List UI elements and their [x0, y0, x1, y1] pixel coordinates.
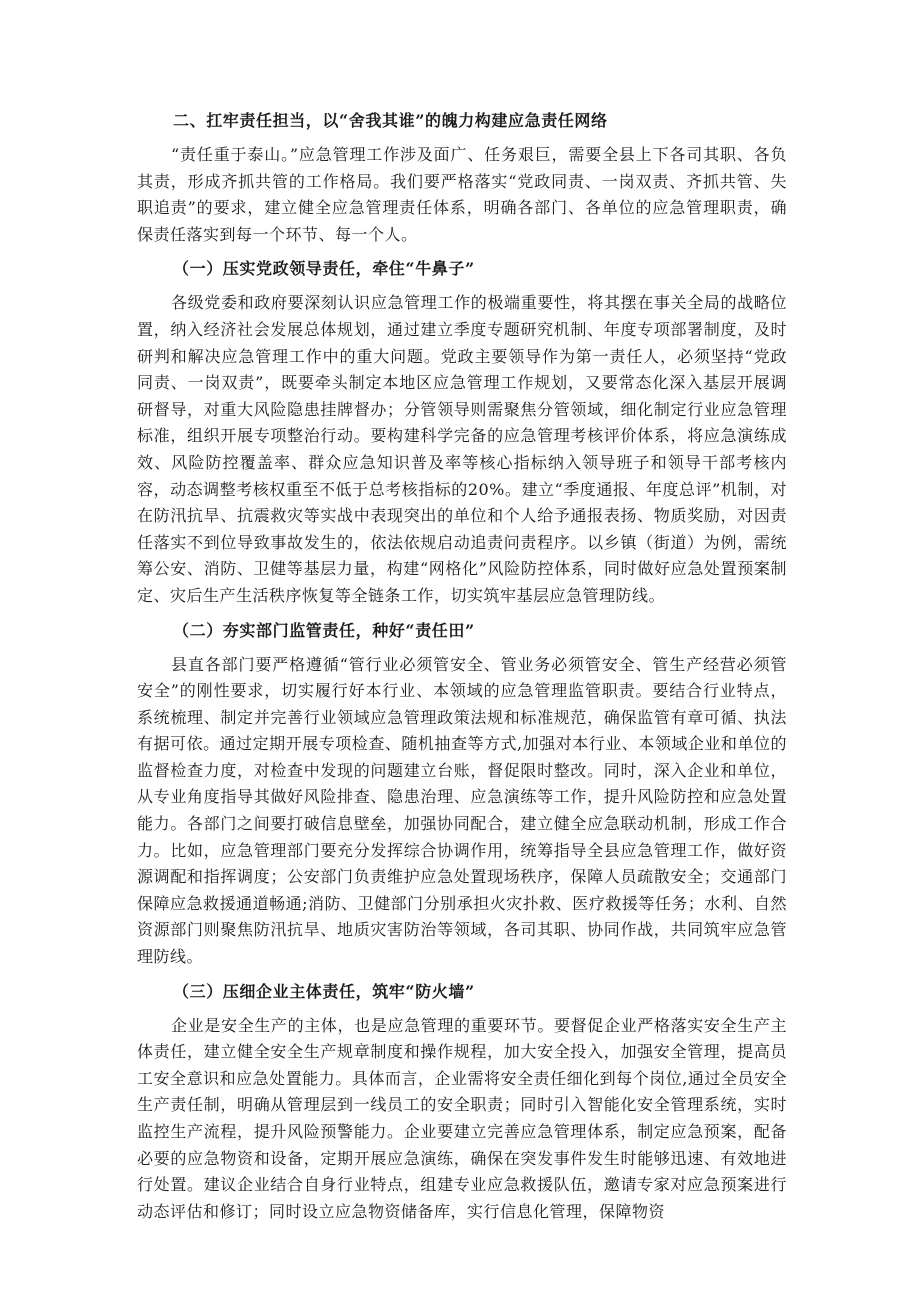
section-intro-paragraph: “责任重于泰山。”应急管理工作涉及面广、任务艰巨，需要全县上下各司其职、各负其责，形成齐抓共管的工作格局。我们要严格落实“党政同责、一岗双责、齐抓共管、失职追责”的要求，建立健全应急管理责任体系，明确各部门、各单位的应急管理职责，确保责任落实到每一个环节、每一个人。: [137, 145, 787, 244]
subsection-heading-enterprise-responsibility: （三）压细企业主体责任，筑牢“防火墙”: [173, 981, 475, 1001]
subsection-body-enterprise-responsibility: 企业是安全生产的主体，也是应急管理的重要环节。要督促企业严格落实安全生产主体责任，建立健全安全生产规章制度和操作规程，加大安全投入，加强安全管理，提高员工安全意识和应急处置能力。具体而言，企业需将安全责任细化到每个岗位,通过全员安全生产责任制，明确从管理层到一线员工的安全职责；同时引入智能化安全管理系统，实时监控生产流程，提升风险预警能力。企业要建立完善应急管理体系，制定应急预案，配备必要的应急物资和设备，定期开展应急演练，确保在突发事件发生时能够迅速、有效地进行处置。建议企业结合自身行业特点，组建专业应急救援队伍，邀请专家对应急预案进行动态评估和修订；同时设立应急物资储备库，实行信息化管理，保障物资: [137, 1015, 787, 1221]
document-body: [137, 108, 787, 1225]
subsection-heading-department-supervision: （二）夯实部门监管责任，种好“责任田”: [173, 620, 475, 640]
section-heading: 二、扛牢责任担当，以“舍我其谁”的魄力构建应急责任网络: [173, 111, 608, 130]
subsection-heading-party-government: （一）压实党政领导责任，牵住“牛鼻子”: [173, 259, 475, 279]
subsection-body-party-government: 各级党委和政府要深刻认识应急管理工作的极端重要性，将其摆在事关全局的战略位置，纳入经济社会发展总体规划，通过建立季度专题研究机制、年度专项部署制度，及时研判和解决应急管理工作中的重大问题。党政主要领导作为第一责任人，必须坚持“党政同责、一岗双责”，既要牵头制定本地区应急管理工作规划，又要常态化深入基层开展调研督导，对重大风险隐患挂牌督办；分管领导则需聚焦分管领域，细化制定行业应急管理标准，组织开展专项整治行动。要构建科学完备的应急管理考核评价体系，将应急演练成效、风险防控覆盖率、群众应急知识普及率等核心指标纳入领导班子和领导干部考核内容，动态调整考核权重至不低于总考核指标的20%。建立“季度通报、年度总评”机制，对在防汛抗旱、抗震救灾等实战中表现突出的单位和个人给予通报表扬、物质奖励，对因责任落实不到位导致事故发生的，依法依规启动追责问责程序。以乡镇（街道）为例，需统筹公安、消防、卫健等基层力量，构建“网格化”风险防控体系，同时做好应急处置预案制定、灾后生产生活秩序恢复等全链条工作，切实筑牢基层应急管理防线。: [137, 293, 787, 605]
subsection-body-department-supervision: 县直各部门要严格遵循“管行业必须管安全、管业务必须管安全、管生产经营必须管安全”的刚性要求，切实履行好本行业、本领域的应急管理监管职责。要结合行业特点，系统梳理、制定并完善行业领域应急管理政策法规和标准规范，确保监管有章可循、执法有据可依。通过定期开展专项检查、随机抽查等方式,加强对本行业、本领域企业和单位的监督检查力度，对检查中发现的问题建立台账，督促限时整改。同时，深入企业和单位，从专业角度指导其做好风险排查、隐患治理、应急演练等工作，提升风险防控和应急处置能力。各部门之间要打破信息壁垒，加强协同配合，建立健全应急联动机制，形成工作合力。比如，应急管理部门要充分发挥综合协调作用，统筹指导全县应急管理工作，做好资源调配和指挥调度；公安部门负责维护应急处置现场秩序，保障人员疏散安全；交通部门保障应急救援通道畅通;消防、卫健部门分别承担火灾扑救、医疗救援等任务；水利、自然资源部门则聚焦防汛抗旱、地质灾害防治等领域，各司其职、协同作战，共同筑牢应急管理防线。: [137, 654, 787, 967]
